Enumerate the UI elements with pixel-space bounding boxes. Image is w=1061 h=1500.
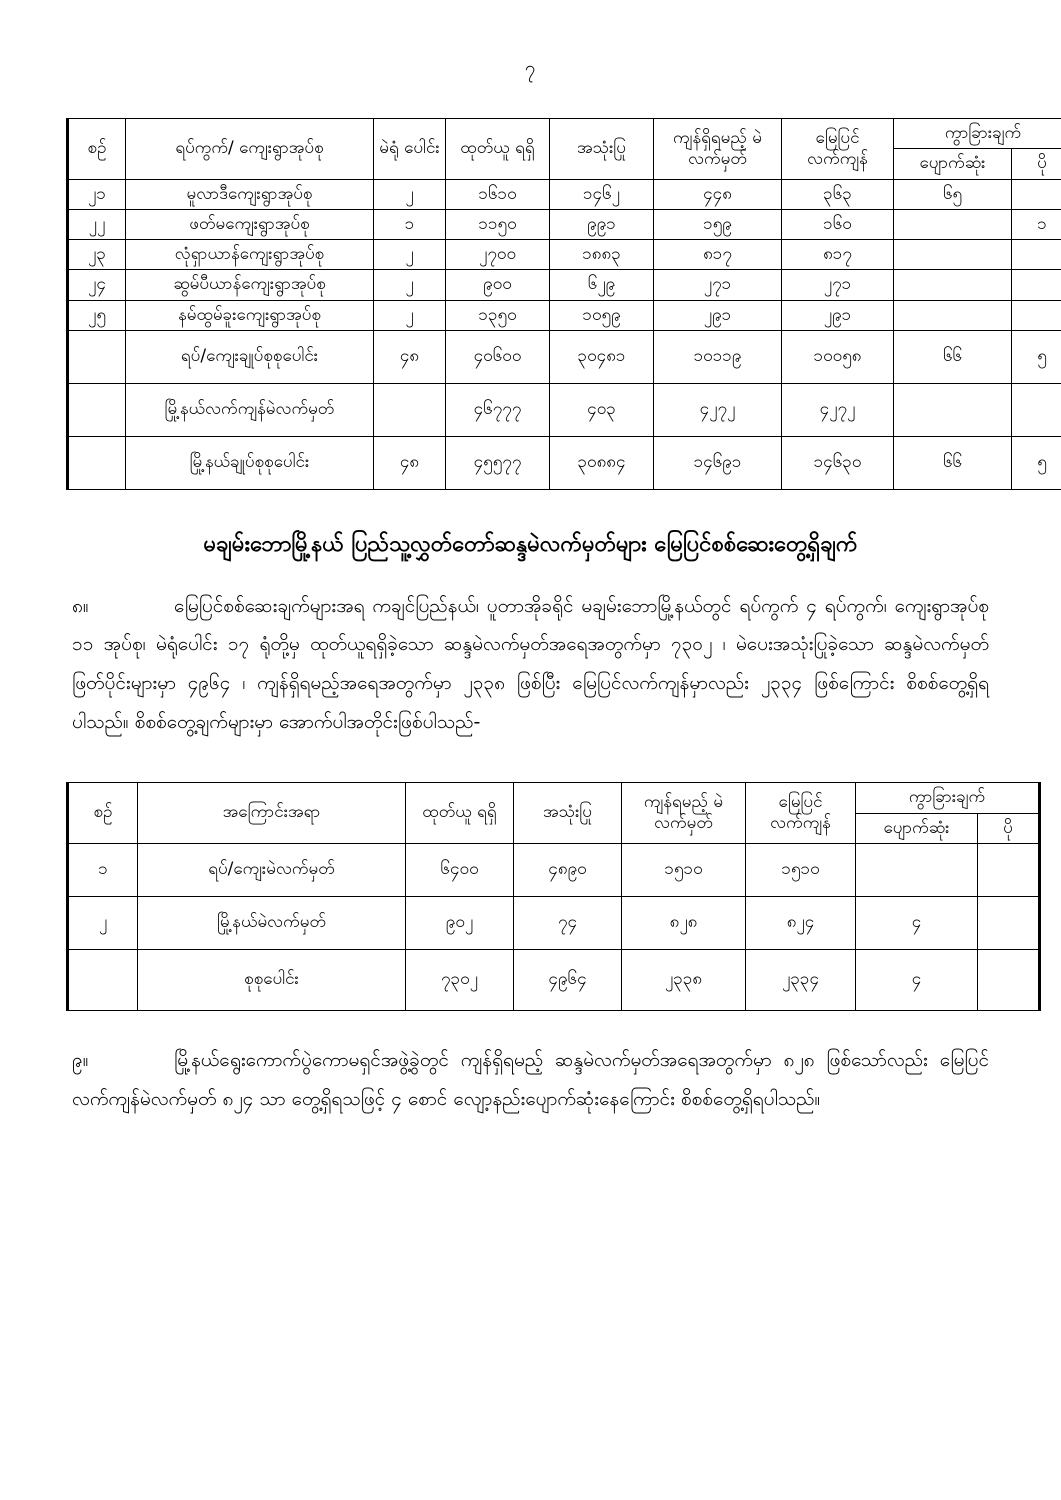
cell-remaining: ၁၅၉ xyxy=(654,209,782,239)
header-lost: ပျောက်ဆုံး xyxy=(894,149,1012,179)
summary-ballot-table xyxy=(66,782,1041,1011)
cell-issued: ၉၀၂ xyxy=(406,896,514,949)
header2-used: အသုံးပြု xyxy=(514,783,622,844)
cell-lost xyxy=(856,843,978,896)
cell-lost: ၄ xyxy=(856,896,978,949)
cell-name: လုံရှာယာန်ကျေးရွာအုပ်စု xyxy=(126,240,374,270)
header2-issued: ထုတ်ယူ ရရှိ xyxy=(406,783,514,844)
cell-name: မူလာဒီကျေးရွာအုပ်စု xyxy=(126,179,374,209)
cell-remaining: ၁၄၆၉၁ xyxy=(654,436,782,489)
cell-used: ၁၀၅၉ xyxy=(550,300,654,330)
cell-name: ရပ်/ကျေးချုပ်စုစုပေါင်း xyxy=(126,330,374,383)
cell-polling xyxy=(374,383,446,436)
header-extra: ပို xyxy=(1012,149,1061,179)
cell-polling: ၂ xyxy=(374,300,446,330)
header2-difference: ကွာခြားချက် xyxy=(856,783,1040,813)
cell-remaining: ၁၀၁၁၉ xyxy=(654,330,782,383)
cell-field: ၁၀၀၅၈ xyxy=(782,330,894,383)
cell-no: ၁ xyxy=(68,843,138,896)
cell-issued: ၄၅၅၇၇ xyxy=(446,436,550,489)
cell-extra xyxy=(978,843,1040,896)
cell-name: နမ်ထွမ်ခူးကျေးရွာအုပ်စု xyxy=(126,300,374,330)
header2-extra: ပို xyxy=(978,813,1040,843)
cell-polling: ၂ xyxy=(374,270,446,300)
header-no: စဉ် xyxy=(68,119,126,180)
cell-remaining: ၈၁၇ xyxy=(654,240,782,270)
cell-no: ၂ xyxy=(68,896,138,949)
cell-lost: ၄ xyxy=(856,949,978,1010)
header2-no: စဉ် xyxy=(68,783,138,844)
cell-used: ၄၉၆၄ xyxy=(514,949,622,1010)
cell-field: ၂၇၁ xyxy=(782,270,894,300)
cell-remaining: ၂၃၃၈ xyxy=(622,949,746,1010)
paragraph-9 xyxy=(66,1041,995,1119)
cell-used: ၁၈၈၃ xyxy=(550,240,654,270)
cell-field: ၁၅၁၀ xyxy=(746,843,856,896)
cell-lost xyxy=(894,270,1012,300)
cell-extra: ၅ xyxy=(1012,330,1061,383)
cell-extra xyxy=(1012,300,1061,330)
cell-extra xyxy=(1012,270,1061,300)
header-used: အသုံးပြု xyxy=(550,119,654,180)
cell-lost: ၆၆ xyxy=(894,436,1012,489)
cell-extra xyxy=(978,949,1040,1010)
cell-lost: ၆၆ xyxy=(894,330,1012,383)
cell-extra xyxy=(978,896,1040,949)
cell-extra xyxy=(1012,383,1061,436)
table-row xyxy=(68,300,1061,330)
cell-issued: ၁၁၅၀ xyxy=(446,209,550,239)
cell-polling: ၄၈ xyxy=(374,436,446,489)
header2-field-remaining: မြေပြင် လက်ကျန် xyxy=(746,783,856,844)
table2-row xyxy=(68,843,1040,896)
cell-field: ၁၄၆၃၀ xyxy=(782,436,894,489)
cell-issued: ၂၇၀၀ xyxy=(446,240,550,270)
cell-no: ၂၁ xyxy=(68,179,126,209)
cell-field: ၈၂၄ xyxy=(746,896,856,949)
cell-polling: ၂ xyxy=(374,240,446,270)
cell-field: ၁၆၀ xyxy=(782,209,894,239)
page-number: ၇ xyxy=(524,57,537,79)
table2-header-row xyxy=(68,783,1040,813)
table-row xyxy=(68,179,1061,209)
cell-issued: ၁၆၁၀ xyxy=(446,179,550,209)
cell-lost xyxy=(894,383,1012,436)
table-row xyxy=(68,240,1061,270)
cell-name: မြို့နယ်ချုပ်စုစုပေါင်း xyxy=(126,436,374,489)
cell-field: ၈၁၇ xyxy=(782,240,894,270)
cell-field: ၂၉၁ xyxy=(782,300,894,330)
cell-remaining: ၂၉၁ xyxy=(654,300,782,330)
table-header-row xyxy=(68,119,1061,149)
cell-lost: ၆၅ xyxy=(894,179,1012,209)
cell-no: ၂၂ xyxy=(68,209,126,239)
paragraph-8 xyxy=(66,587,995,743)
cell-extra xyxy=(1012,179,1061,209)
table2-total-row xyxy=(68,949,1040,1010)
paragraph-8-number: ၈။ xyxy=(72,594,89,617)
cell-remaining: ၂၇၁ xyxy=(654,270,782,300)
cell-remaining: ၄၂၇၂ xyxy=(654,383,782,436)
header2-lost: ပျောက်ဆုံး xyxy=(856,813,978,843)
cell-used: ၃၀၈၈၄ xyxy=(550,436,654,489)
paragraph-8-text: မြေပြင်စစ်ဆေးချက်များအရ ကချင်ပြည်နယ်၊ ပူတာအိုခရိုင် မချမ်းဘောမြို့နယ်တွင် ရပ်ကွက် ၄ ရပ်ကွက်၊ ကျေးရွာအုပ်စု ၁၁ အုပ်စု၊ မဲရုံပေါင်း ၁၇ ရုံတို့မှ ထုတ်ယူရရှိခဲ့သော ဆန္ဒမဲလက်မှတ်အရေအတွက်မှာ ၇၃၀၂ ၊ မဲပေးအသုံးပြုခဲ့သော ဆန္ဒမဲလက်မှတ်ဖြတ်ပိုင်းများမှာ ၄၉၆၄ ၊ ကျန်ရှိရမည့်အရေအတွက်မှာ ၂၃၃၈ ဖြစ်ပြီး မြေပြင်လက်ကျန်မှာလည်း ၂၃၃၄ ဖြစ်ကြောင်း စိစစ်တွေ့ရှိရပါသည်။ စိစစ်တွေ့ချက်များမှာ အောက်ပါအတိုင်းဖြစ်ပါသည်- xyxy=(72,594,989,734)
header-issued: ထုတ်ယူ ရရှိ xyxy=(446,119,550,180)
header-ward-village: ရပ်ကွက်/ ကျေးရွာအုပ်စု xyxy=(126,119,374,180)
cell-remaining: ၄၄၈ xyxy=(654,179,782,209)
header2-subject: အကြောင်းအရာ xyxy=(138,783,406,844)
cell-issued: ၄၆၇၇၇ xyxy=(446,383,550,436)
cell-used: ၁၄၆၂ xyxy=(550,179,654,209)
table-row xyxy=(68,270,1061,300)
cell-polling: ၂ xyxy=(374,179,446,209)
cell-name: မြို့နယ်လက်ကျန်မဲလက်မှတ် xyxy=(126,383,374,436)
cell-name: ရပ်/ကျေးမဲလက်မှတ် xyxy=(138,843,406,896)
header-field-remaining: မြေပြင် လက်ကျန် xyxy=(782,119,894,180)
cell-no: ၂၄ xyxy=(68,270,126,300)
cell-issued: ၄၀၆၀၀ xyxy=(446,330,550,383)
table-summary-row-township-remaining xyxy=(68,383,1061,436)
header-polling-stations: မဲရုံ ပေါင်း xyxy=(374,119,446,180)
cell-name: စုစုပေါင်း xyxy=(138,949,406,1010)
table-row xyxy=(68,209,1061,239)
cell-used: ၄၈၉၀ xyxy=(514,843,622,896)
cell-name: ဖတ်မကျေးရွာအုပ်စု xyxy=(126,209,374,239)
cell-issued: ၁၃၅၀ xyxy=(446,300,550,330)
table2-row xyxy=(68,896,1040,949)
cell-lost xyxy=(894,209,1012,239)
cell-polling: ၁ xyxy=(374,209,446,239)
cell-used: ၉၉၁ xyxy=(550,209,654,239)
cell-field: ၂၃၃၄ xyxy=(746,949,856,1010)
cell-used: ၇၄ xyxy=(514,896,622,949)
cell-remaining: ၈၂၈ xyxy=(622,896,746,949)
cell-issued: ၇၃၀၂ xyxy=(406,949,514,1010)
cell-polling: ၄၈ xyxy=(374,330,446,383)
cell-remaining: ၁၅၁၀ xyxy=(622,843,746,896)
cell-lost xyxy=(894,240,1012,270)
header-should-remain: ကျန်ရှိရမည့် မဲလက်မှတ် xyxy=(654,119,782,180)
section-title: မချမ်းဘောမြို့နယ် ပြည်သူ့လွှတ်တော်ဆန္ဒမဲလက်မှတ်များ မြေပြင်စစ်ဆေးတွေ့ရှိချက် xyxy=(203,531,858,557)
cell-used: ၆၂၉ xyxy=(550,270,654,300)
village-ballot-table xyxy=(66,118,1061,490)
cell-name: ဆွမ်ပီယာန်ကျေးရွာအုပ်စု xyxy=(126,270,374,300)
cell-name: မြို့နယ်မဲလက်မှတ် xyxy=(138,896,406,949)
cell-used: ၄၀၃ xyxy=(550,383,654,436)
cell-extra: ၅ xyxy=(1012,436,1061,489)
cell-issued: ၆၄၀၀ xyxy=(406,843,514,896)
cell-no: ၂၅ xyxy=(68,300,126,330)
header-difference: ကွာခြားချက် xyxy=(894,119,1061,149)
cell-no: ၂၃ xyxy=(68,240,126,270)
cell-extra xyxy=(1012,240,1061,270)
cell-field: ၃၆၃ xyxy=(782,179,894,209)
cell-issued: ၉၀၀ xyxy=(446,270,550,300)
cell-lost xyxy=(894,300,1012,330)
cell-field: ၄၂၇၂ xyxy=(782,383,894,436)
table-summary-row-township-total xyxy=(68,436,1061,489)
cell-used: ၃၀၄၈၁ xyxy=(550,330,654,383)
cell-extra: ၁ xyxy=(1012,209,1061,239)
table-summary-row-wards xyxy=(68,330,1061,383)
paragraph-9-text: မြို့နယ်ရွေးကောက်ပွဲကောမရှင်အဖွဲ့ခွဲတွင် ကျန်ရှိရမည့် ဆန္ဒမဲလက်မှတ်အရေအတွက်မှာ ၈၂၈ ဖြစ်သော်လည်း မြေပြင်လက်ကျန်မဲလက်မှတ် ၈၂၄ သာ တွေ့ရှိရသဖြင့် ၄ စောင် လျော့နည်းပျောက်ဆုံးနေကြောင်း စိစစ်တွေ့ရှိရပါသည်။ xyxy=(72,1048,989,1110)
paragraph-9-number: ၉။ xyxy=(72,1048,89,1071)
header2-should-remain: ကျန်ရမည့် မဲလက်မှတ် xyxy=(622,783,746,844)
